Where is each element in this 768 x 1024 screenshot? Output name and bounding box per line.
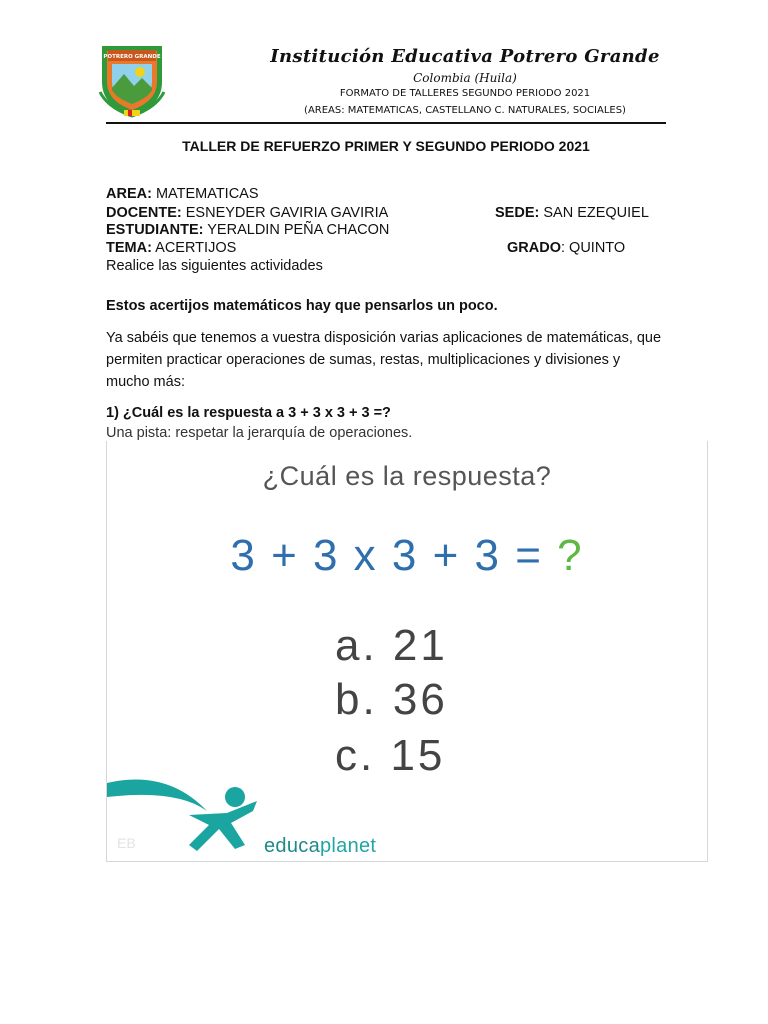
intro-paragraph: Ya sabéis que tenemos a vuestra disposición varias aplicaciones de matemáticas, que permiten practicar operaciones de sumas, restas, multiplicaciones y divisiones y mucho más:	[106, 330, 662, 390]
sede-value: SAN EZEQUIEL	[543, 205, 649, 221]
tema-label: TEMA:	[106, 240, 152, 256]
tema-value: ACERTIJOS	[155, 240, 237, 256]
grado-row	[507, 240, 625, 257]
area-value: MATEMATICAS	[155, 186, 259, 202]
brand-bold: educa	[264, 835, 320, 857]
school-crest-logo	[98, 42, 166, 118]
section-heading: Estos acertijos matemáticos hay que pensarlos un poco.	[106, 298, 498, 314]
docente-value: ESNEYDER GAVIRIA GAVIRIA	[185, 205, 389, 221]
sede-label: SEDE:	[495, 205, 540, 221]
option-a: a. 21	[335, 621, 448, 670]
question-1-hint: Una pista: respetar la jerarquía de operaciones.	[106, 425, 413, 441]
grado-label: GRADO	[507, 240, 561, 256]
area-label: AREA:	[106, 186, 152, 202]
institution-name: Institución Educativa Potrero Grande	[270, 46, 660, 67]
sede-row	[495, 205, 649, 222]
puzzle-image	[106, 441, 708, 862]
instruction: Realice las siguientes actividades	[106, 258, 323, 274]
area-row	[106, 186, 259, 203]
puzzle-question: ¿Cuál es la respuesta?	[262, 461, 552, 491]
estudiante-label: ESTUDIANTE:	[106, 222, 204, 238]
brand-light: planet	[320, 835, 377, 857]
question-1: 1) ¿Cuál es la respuesta a 3 + 3 x 3 + 3 =?	[106, 405, 391, 421]
grado-value: : QUINTO	[560, 240, 626, 256]
areas-line: (AREAS: MATEMATICAS, CASTELLANO C. NATURALES, SOCIALES)	[304, 105, 626, 116]
equation-text: 3 + 3 x 3 + 3 =	[230, 531, 558, 580]
estudiante-row	[106, 222, 389, 239]
question-mark: ?	[557, 531, 584, 580]
header-divider	[106, 122, 666, 124]
workshop-title: TALLER DE REFUERZO PRIMER Y SEGUNDO PERIODO 2021	[182, 138, 590, 154]
estudiante-value: YERALDIN PEÑA CHACON	[207, 222, 390, 238]
educaplanet-logo	[264, 835, 376, 858]
watermark: EB	[117, 835, 136, 851]
docente-row	[106, 205, 388, 222]
docente-label: DOCENTE:	[106, 205, 182, 221]
option-c: c. 15	[335, 731, 446, 780]
format-line: FORMATO DE TALLERES SEGUNDO PERIODO 2021	[339, 88, 591, 99]
puzzle-equation	[107, 531, 707, 581]
option-b: b. 36	[335, 675, 448, 724]
crest-banner-text: POTRERO GRANDE	[103, 54, 161, 60]
institution-location: Colombia (Huila)	[413, 71, 517, 85]
tema-row	[106, 240, 236, 257]
